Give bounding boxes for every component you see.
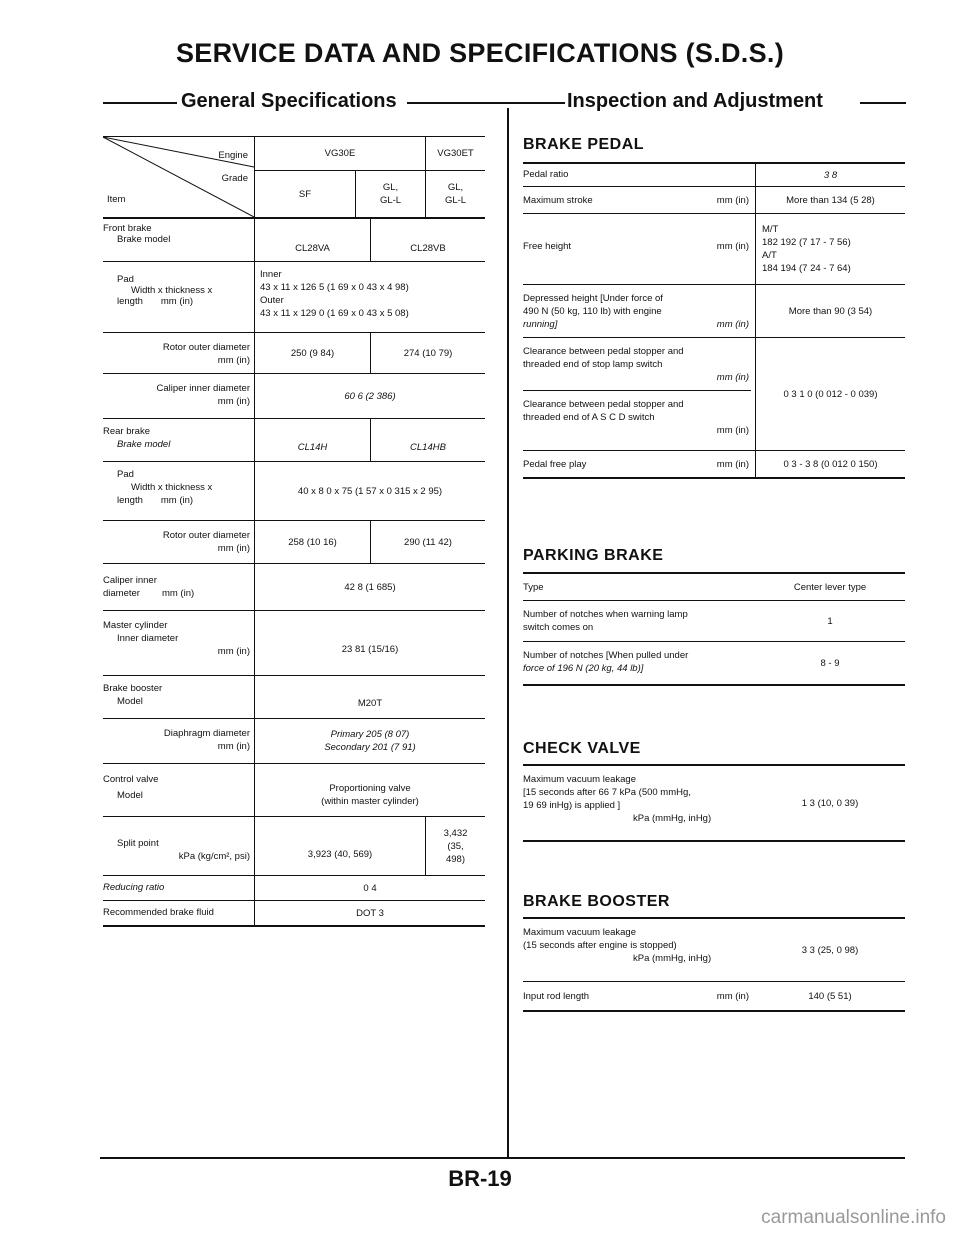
header-grade: Grade	[221, 173, 248, 184]
front-model-b: CL28VB	[370, 219, 485, 261]
master-value: 23 81 (15/16)	[341, 643, 399, 655]
max-stroke-value: More than 134 (5 28)	[755, 187, 905, 213]
input-rod-row	[523, 982, 905, 1012]
diaphragm-primary: Primary 205 (8 07)	[330, 729, 410, 740]
free-height-label: Free height	[523, 241, 572, 252]
rear-pad-dims: Width x thickness x	[131, 482, 213, 493]
free-play-label: Pedal free play	[523, 459, 587, 470]
rear-rotor-a: 258 (10 16)	[288, 536, 337, 548]
free-height-at: A/T	[762, 250, 777, 261]
rear-rotor-unit: mm (in)	[217, 543, 250, 554]
rear-caliper-unit: mm (in)	[161, 588, 195, 599]
rear-pad-length: length	[117, 495, 143, 506]
free-play-unit: mm (in)	[716, 459, 749, 470]
brake-pedal-title: BRAKE PEDAL	[523, 136, 645, 153]
free-height-row	[523, 214, 905, 285]
page-title: SERVICE DATA AND SPECIFICATIONS (S.D.S.)	[175, 38, 785, 68]
split-point-b	[425, 817, 485, 875]
free-play-value: 0 3 - 3 8 (0 012 0 150)	[755, 451, 905, 477]
check-valve-title: CHECK VALVE	[523, 740, 641, 757]
caliper-label: Caliper inner diameter	[156, 383, 250, 394]
rear-pad-label: Pad	[117, 469, 134, 480]
rear-brake-label: Rear brake	[103, 426, 150, 437]
notches-warning-row	[523, 601, 905, 642]
input-rod-value: 140 (5 51)	[808, 990, 852, 1002]
reducing-ratio-row	[103, 876, 485, 901]
rear-pad-value: 40 x 8 0 x 75 (1 57 x 0 315 x 2 95)	[297, 485, 443, 497]
split-point-b3: 498)	[445, 853, 465, 865]
control-valve-value1: Proportioning valve	[329, 783, 411, 794]
free-height-values	[755, 214, 905, 284]
split-point-unit: kPa (kg/cm², psi)	[178, 851, 250, 862]
front-caliper-row	[103, 374, 485, 419]
clearance1-label1: Clearance between pedal stopper and	[523, 346, 684, 357]
pad-label: Pad	[117, 274, 134, 285]
max-stroke-row	[523, 187, 905, 214]
clearance2-unit: mm (in)	[716, 425, 749, 436]
clearance-value: 0 3 1 0 (0 012 - 0 039)	[755, 338, 905, 450]
rear-model-b: CL14HB	[370, 419, 485, 461]
control-valve-row	[103, 764, 485, 817]
bottom-rule	[100, 1157, 905, 1159]
max-stroke-unit: mm (in)	[716, 195, 749, 206]
header-gl-label-et: GL,	[447, 182, 464, 193]
header-grade-gl-et	[425, 171, 485, 217]
column-divider	[507, 108, 509, 1158]
header-vg30et: VG30ET	[425, 137, 485, 171]
max-stroke-label: Maximum stroke	[523, 195, 593, 206]
rear-rotor-b: 290 (11 42)	[370, 521, 485, 563]
front-model-a: CL28VA	[295, 242, 330, 254]
booster-leakage-label1: Maximum vacuum leakage	[523, 927, 636, 938]
split-point-b2: (35,	[447, 840, 464, 852]
front-pad-row	[103, 262, 485, 333]
rear-caliper-row	[103, 564, 485, 611]
rear-caliper-label2: diameter	[103, 588, 140, 599]
header-vg30e: VG30E	[255, 137, 425, 171]
depressed-label2: 490 N (50 kg, 110 lb) with engine	[523, 306, 662, 317]
clearance2-label1: Clearance between pedal stopper and	[523, 390, 751, 411]
rotor-label: Rotor outer diameter	[162, 342, 250, 353]
master-inner-label: Inner diameter	[117, 633, 179, 644]
master-cylinder-row	[103, 611, 485, 676]
rear-model-a: CL14H	[297, 441, 328, 453]
brake-fluid-value: DOT 3	[356, 907, 384, 919]
heading-rule-mid	[407, 102, 565, 104]
brake-booster-table	[523, 917, 905, 1012]
heading-rule-left	[103, 102, 177, 104]
header-gl-label: GL,	[382, 182, 399, 193]
front-rotor-b: 274 (10 79)	[370, 333, 485, 373]
rear-pad-unit: mm (in)	[160, 495, 194, 506]
input-rod-unit: mm (in)	[716, 991, 749, 1002]
pad-unit: mm (in)	[160, 296, 194, 307]
check-valve-label3: 19 69 inHg) is applied ]	[523, 800, 621, 811]
brake-pedal-table	[523, 162, 905, 479]
brake-model-label: Brake model	[117, 234, 171, 245]
pedal-free-play-row	[523, 451, 905, 479]
diaphragm-values	[255, 719, 485, 763]
brake-booster-title: BRAKE BOOSTER	[523, 893, 670, 910]
front-brake-model-row	[103, 219, 485, 262]
booster-leakage-value: 3 3 (25, 0 98)	[801, 944, 859, 956]
clearance-row	[523, 338, 905, 451]
general-spec-table	[103, 136, 485, 927]
booster-leakage-label2: (15 seconds after engine is stopped)	[523, 940, 677, 951]
pedal-ratio-row	[523, 164, 905, 187]
parking-type-value: Center lever type	[793, 581, 867, 593]
diaphragm-label: Diaphragm diameter	[163, 728, 250, 739]
rear-caliper-value: 42 8 (1 685)	[344, 581, 396, 593]
notches-pulled-label2: force of 196 N (20 kg, 44 lb)]	[523, 663, 644, 674]
booster-model-label: Model	[117, 696, 143, 707]
parking-brake-table	[523, 572, 905, 686]
header-gll-label-et: GL-L	[444, 195, 467, 206]
table-header-row	[103, 136, 485, 219]
rear-pad-row	[103, 462, 485, 521]
split-point-b1: 3,432	[443, 827, 468, 839]
booster-model-row	[103, 676, 485, 719]
header-gll-label: GL-L	[379, 195, 402, 206]
header-engine: Engine	[218, 150, 248, 161]
input-rod-label: Input rod length	[523, 991, 590, 1002]
diaphragm-row	[103, 719, 485, 764]
split-point-a: 3,923 (40, 569)	[307, 848, 373, 860]
pad-length-label: length	[117, 296, 143, 307]
control-valve-values	[255, 764, 485, 816]
front-rotor-a: 250 (9 84)	[290, 347, 335, 359]
header-item: Item	[107, 194, 126, 205]
control-valve-value2: (within master cylinder)	[321, 796, 419, 807]
split-point-label: Split point	[117, 838, 159, 849]
rear-brake-model-row	[103, 419, 485, 462]
reducing-ratio-value: 0 4	[363, 882, 377, 894]
check-valve-label1: Maximum vacuum leakage	[523, 774, 636, 785]
pedal-ratio-label: Pedal ratio	[523, 169, 569, 180]
booster-model-value: M20T	[357, 697, 383, 709]
caliper-unit: mm (in)	[217, 396, 250, 407]
front-rotor-row	[103, 333, 485, 374]
diaphragm-unit: mm (in)	[217, 741, 250, 752]
depressed-unit: mm (in)	[716, 319, 749, 330]
rear-caliper-label: Caliper inner	[103, 575, 157, 586]
master-unit: mm (in)	[217, 646, 250, 657]
clearance1-label2: threaded end of stop lamp switch	[523, 359, 663, 370]
pad-inner-label: Inner	[260, 269, 282, 280]
free-height-mt-value: 182 192 (7 17 - 7 56)	[762, 237, 851, 248]
control-model-label: Model	[117, 790, 143, 801]
notches-pulled-label1: Number of notches [When pulled under	[523, 650, 689, 661]
parking-type-row	[523, 574, 905, 601]
free-height-unit: mm (in)	[716, 241, 749, 252]
diaphragm-secondary: Secondary 201 (7 91)	[324, 742, 416, 753]
depressed-value: More than 90 (3 54)	[755, 285, 905, 337]
pad-dims-label: Width x thickness x	[131, 285, 213, 296]
notches-warning-value: 1	[827, 615, 833, 627]
page-number: BR-19	[448, 1166, 512, 1191]
front-caliper-value: 60 6 (2 386)	[344, 390, 396, 402]
header-sf: SF	[298, 188, 312, 200]
rear-rotor-row	[103, 521, 485, 564]
booster-leakage-row	[523, 919, 905, 982]
inspection-heading: Inspection and Adjustment	[567, 90, 823, 112]
check-valve-unit: kPa (mmHg, inHg)	[633, 813, 712, 824]
heading-rule-right	[860, 102, 906, 104]
pad-outer-value: 43 x 11 x 129 0 (1 69 x 0 43 x 5 08)	[260, 308, 409, 319]
parking-type-label: Type	[523, 582, 544, 593]
clearance1-unit: mm (in)	[716, 372, 749, 383]
pad-inner-value: 43 x 11 x 126 5 (1 69 x 0 43 x 4 98)	[260, 282, 409, 293]
check-valve-table	[523, 764, 905, 842]
depressed-label1: Depressed height [Under force of	[523, 293, 663, 304]
notches-pulled-row	[523, 642, 905, 686]
header-grade-gl	[355, 171, 425, 217]
brake-fluid-label: Recommended brake fluid	[103, 901, 255, 925]
brake-fluid-row	[103, 901, 485, 927]
notches-warning-label2: switch comes on	[523, 622, 594, 633]
depressed-label3: running]	[523, 319, 558, 330]
free-height-at-value: 184 194 (7 24 - 7 64)	[762, 263, 851, 274]
notches-pulled-value: 8 - 9	[820, 657, 840, 669]
rear-model-label: Brake model	[117, 439, 171, 450]
clearance2-label2: threaded end of A S C D switch	[523, 412, 655, 423]
check-valve-label2: [15 seconds after 66 7 kPa (500 mmHg,	[523, 787, 691, 798]
master-cylinder-label: Master cylinder	[103, 620, 168, 631]
booster-leakage-unit: kPa (mmHg, inHg)	[633, 953, 712, 964]
check-valve-row	[523, 766, 905, 842]
depressed-height-row	[523, 285, 905, 338]
pad-outer-label: Outer	[260, 295, 284, 306]
pedal-ratio-value: 3 8	[755, 164, 905, 186]
front-brake-label: Front brake	[103, 223, 152, 234]
reducing-ratio-label: Reducing ratio	[103, 876, 255, 900]
general-specs-heading: General Specifications	[181, 90, 397, 112]
watermark: carmanualsonline.info	[761, 1207, 946, 1228]
rotor-unit: mm (in)	[217, 355, 250, 366]
parking-brake-title: PARKING BRAKE	[523, 547, 664, 564]
split-point-row	[103, 817, 485, 876]
check-valve-value: 1 3 (10, 0 39)	[801, 797, 859, 809]
notches-warning-label1: Number of notches when warning lamp	[523, 609, 688, 620]
booster-label: Brake booster	[103, 683, 163, 694]
rear-rotor-label: Rotor outer diameter	[162, 530, 250, 541]
free-height-mt: M/T	[762, 224, 779, 235]
control-valve-label: Control valve	[103, 774, 159, 785]
